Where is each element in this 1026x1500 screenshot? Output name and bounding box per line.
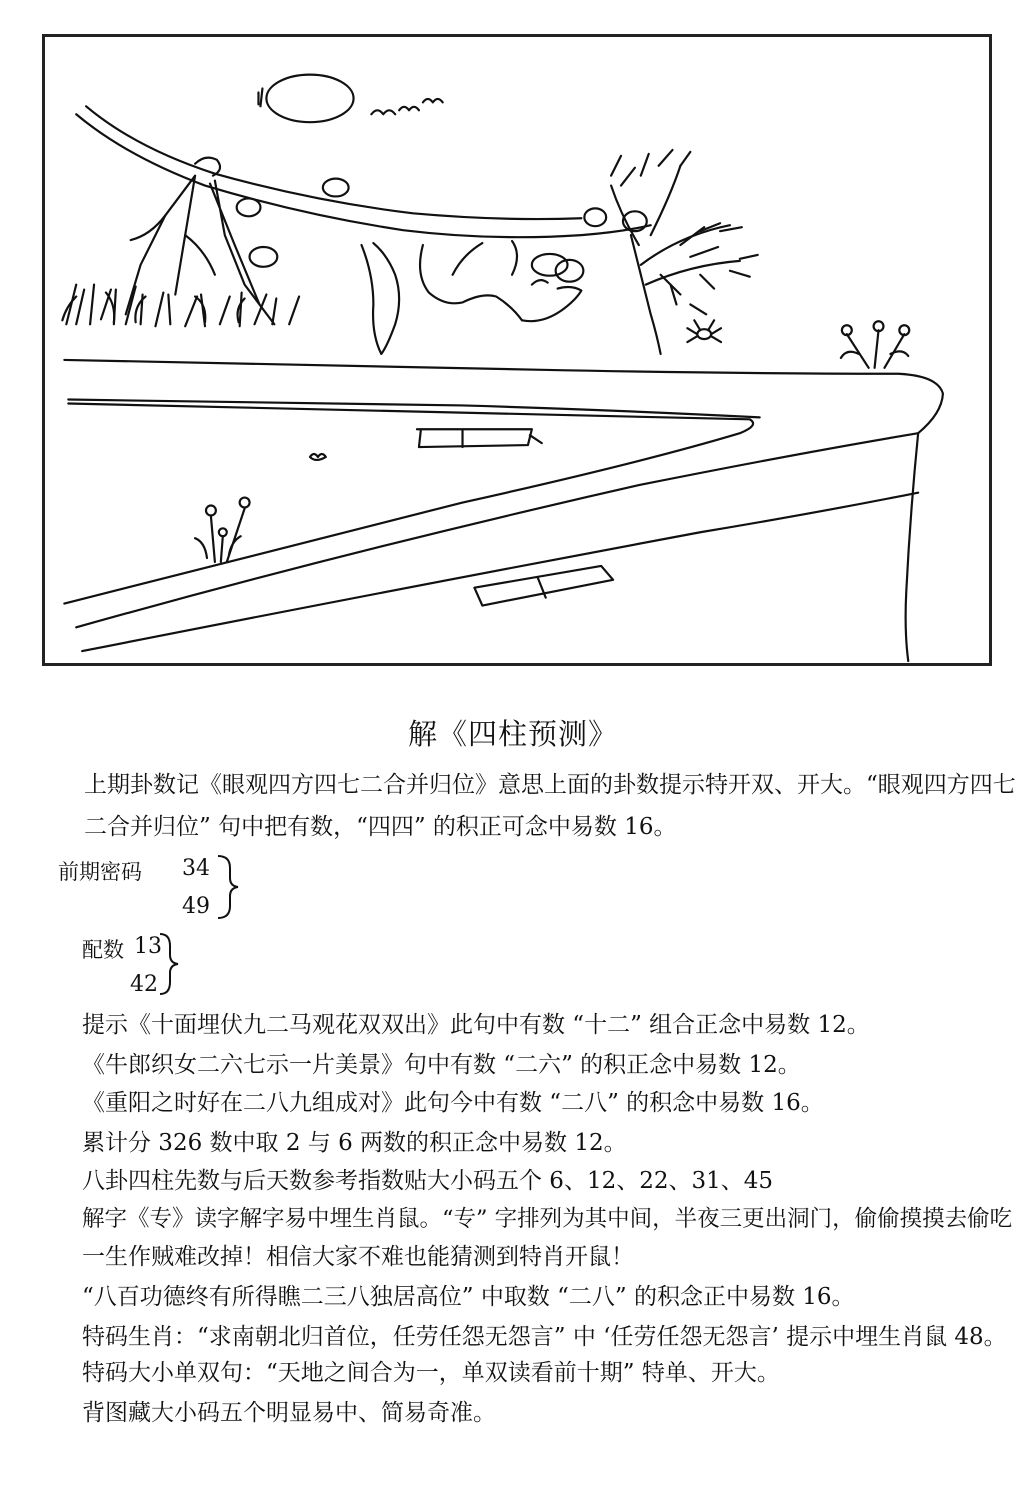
intro-line-2: 二合并归位” 句中把有数，“四四” 的积正可念中易数 16。 <box>84 814 677 840</box>
text-line: “八百功德终有所得瞧二三八独居高位” 中取数 “二八” 的积念正中易数 16。 <box>82 1284 855 1310</box>
sun-icon <box>258 75 353 123</box>
road-icon <box>64 360 943 661</box>
flower-icon <box>195 498 249 562</box>
spider-icon <box>687 320 721 342</box>
birds-icon <box>371 99 442 114</box>
pairing-value: 42 <box>130 972 158 997</box>
pairing-value: 13 <box>134 934 162 959</box>
text-line: 特码大小单双句：“天地之间合为一，单双读看前十期” 特单、开大。 <box>82 1360 780 1386</box>
butterfly-icon <box>310 454 326 460</box>
text-line: 一生作贼难改掉！相信大家不难也能猜测到特肖开鼠！ <box>82 1244 634 1270</box>
pairing-label: 配数 <box>82 938 124 962</box>
text-line: 累计分 326 数中取 2 与 6 两数的积正念中易数 12。 <box>82 1130 627 1156</box>
flower-icon <box>841 321 909 368</box>
text-line: 八卦四柱先数与后天数参考指数贴大小码五个 6、12、22、31、45 <box>82 1168 774 1194</box>
tree-branch-icon <box>76 106 650 324</box>
brace-icon <box>214 852 240 922</box>
squirrel-icon <box>361 241 583 354</box>
signboard-icon <box>417 429 613 605</box>
illustration-frame <box>42 34 992 666</box>
grass-icon <box>62 285 299 327</box>
text-line: 提示《十面埋伏九二马观花双双出》此句中有数 “十二” 组合正念中易数 12。 <box>82 1012 870 1038</box>
previous-code-label: 前期密码 <box>58 860 142 884</box>
intro-line-1: 上期卦数记《眼观四方四七二合并归位》意思上面的卦数提示特开双、开大。“眼观四方四七 <box>84 772 1016 798</box>
text-line: 《牛郎织女二六七示一片美景》句中有数 “二六” 的积正念中易数 12。 <box>82 1052 801 1078</box>
brace-icon <box>156 930 180 998</box>
page-title: 解《四柱预测》 <box>407 717 618 751</box>
previous-code-value: 49 <box>182 894 210 919</box>
text-line: 特码生肖：“求南朝北归首位，任劳任怨无怨言” 中 ‘任劳任怨无怨言’ 提示中埋生肖鼠 48。 <box>82 1324 1007 1350</box>
text-line: 背图藏大小码五个明显易中、简易奇准。 <box>82 1400 496 1426</box>
previous-code-value: 34 <box>182 856 210 881</box>
text-line: 《重阳之时好在二八九组成对》此句今中有数 “二八” 的积念中易数 16。 <box>82 1090 824 1116</box>
tree-branch-icon <box>611 150 758 354</box>
text-line: 解字《专》读字解字易中埋生肖鼠。“专” 字排列为其中间，半夜三更出洞门，偷偷摸摸去偷吃 <box>82 1206 1013 1232</box>
